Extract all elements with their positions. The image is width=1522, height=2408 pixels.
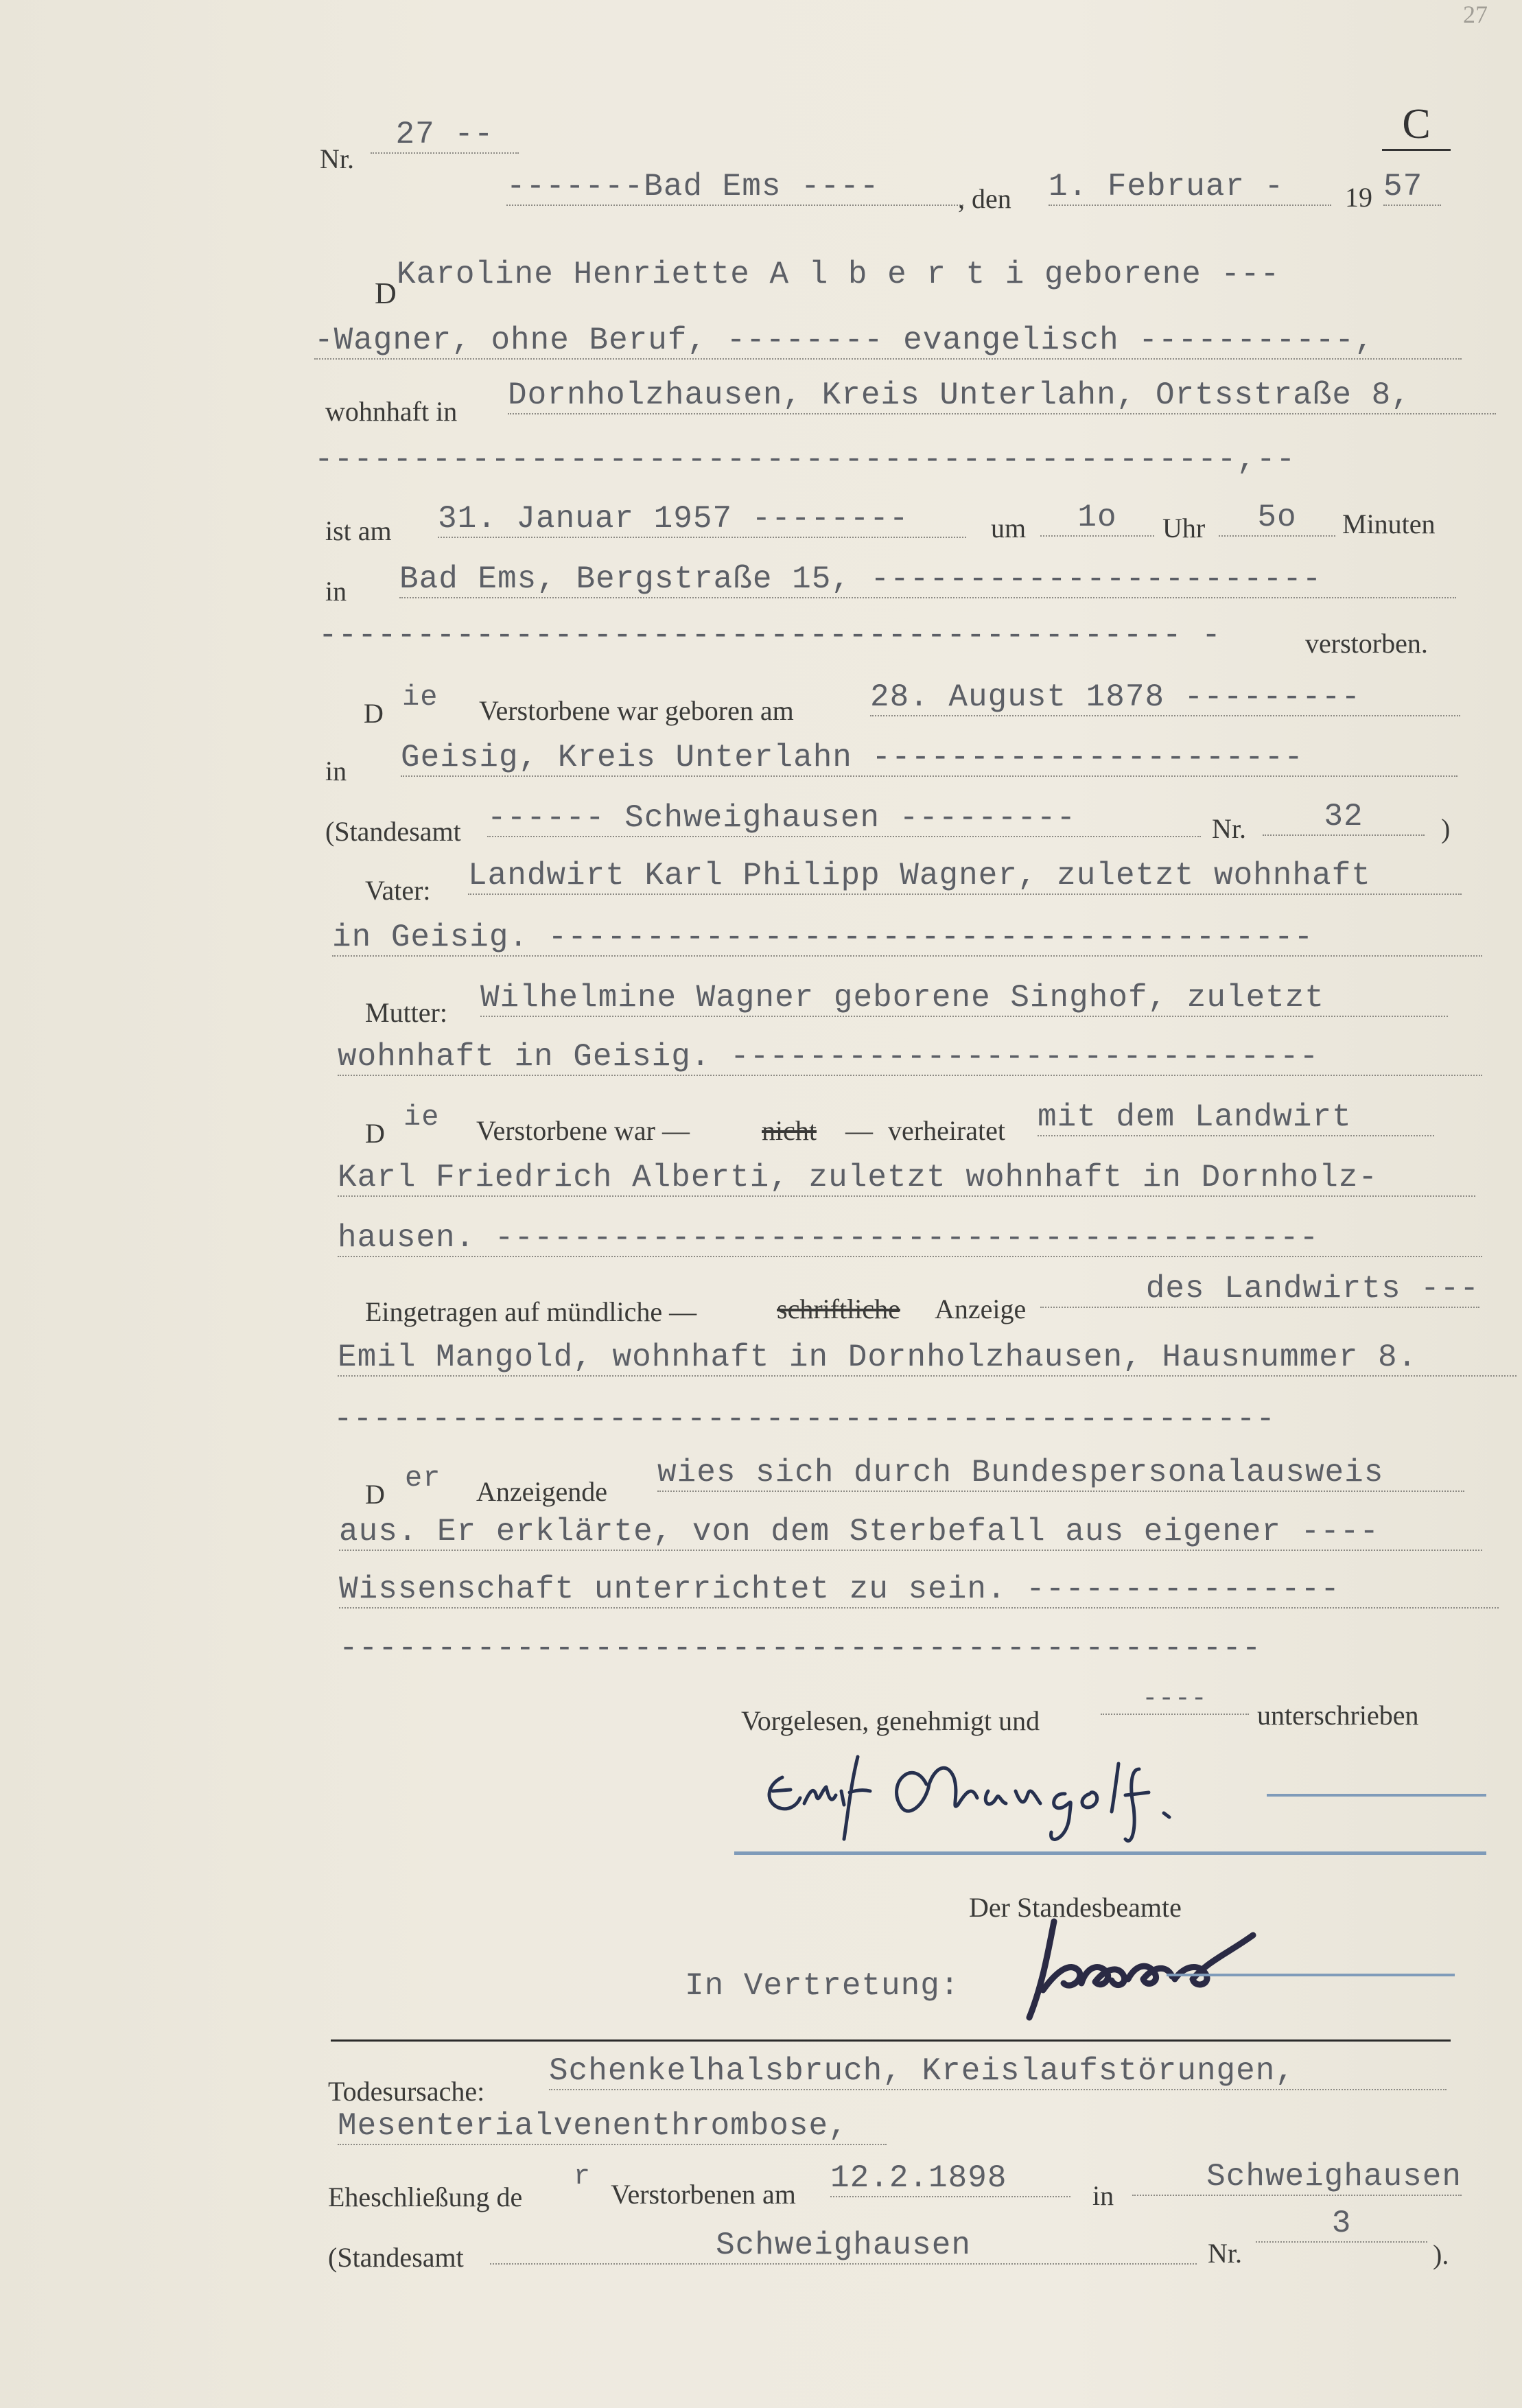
d-prefix: D xyxy=(375,277,397,310)
vorgelesen-label: Vorgelesen, genehmigt und xyxy=(741,1705,1040,1736)
person-occupation-line: -Wagner, ohne Beruf, -------- evangelisch -----------, xyxy=(314,323,1462,360)
birth-registry-office: ------ Schweighausen --------- xyxy=(487,800,1201,837)
father-line-2: in Geisig. --------------------------------------- xyxy=(332,920,1482,957)
corner-page-mark: 27 xyxy=(1463,1,1488,28)
death-dash-line: -------------------------------------------- - xyxy=(318,618,1221,653)
identification-dash-line: ----------------------------------------------- xyxy=(339,1630,1262,1666)
cause-line-2: Mesenterialvenenthrombose, xyxy=(338,2108,887,2145)
unterschrieben-label: unterschrieben xyxy=(1257,1700,1419,1731)
identification-line-2: aus. Er erklärte, von dem Sterbefall aus eigener ---- xyxy=(339,1514,1482,1551)
mother-line-2: wohnhaft in Geisig. ------------------------------ xyxy=(338,1039,1482,1076)
wedding-nr-label: Nr. xyxy=(1208,2238,1242,2269)
spouse-line-3: hausen. ------------------------------------------ xyxy=(338,1220,1482,1257)
standesamt-label: (Standesamt xyxy=(325,816,461,847)
mother-line-1: Wilhelmine Wagner geborene Singhof, zuletzt xyxy=(480,980,1448,1017)
record-number: 27 -- xyxy=(371,117,519,154)
informant-line-2: Emil Mangold, wohnhaft in Dornholzhausen, Hausnummer 8. xyxy=(338,1340,1517,1377)
official-signature xyxy=(1016,1908,1304,2024)
vorgelesen-fill: ---- xyxy=(1101,1684,1249,1715)
wedding-label-b: Verstorbenen am xyxy=(611,2179,796,2210)
residence-dash-line: -----------------------------------------------,-- xyxy=(314,442,1296,478)
ist-am-label: ist am xyxy=(325,515,392,546)
year-prefix: 19 xyxy=(1345,182,1372,213)
marital-d-prefix: D xyxy=(365,1118,385,1149)
standesbeamte-label: Der Standesbeamte xyxy=(969,1892,1182,1923)
record-date: 1. Februar - xyxy=(1049,169,1331,206)
year-suffix: 57 xyxy=(1383,169,1441,206)
place-of-record: -------Bad Ems ---- xyxy=(506,169,963,206)
death-hour: 1o xyxy=(1040,500,1154,537)
marital-label: Verstorbene war — xyxy=(476,1115,690,1146)
cause-line-1: Schenkelhalsbruch, Kreislaufstörungen, xyxy=(549,2053,1447,2090)
nicht-struck: nicht xyxy=(762,1115,817,1146)
wedding-close: ). xyxy=(1433,2239,1449,2270)
death-place: Bad Ems, Bergstraße 15, ----------------------- xyxy=(399,561,1456,598)
birth-place: Geisig, Kreis Unterlahn ---------------------- xyxy=(401,740,1457,777)
uhr-label: Uhr xyxy=(1162,513,1206,543)
informant-dash-line: ------------------------------------------------ xyxy=(333,1401,1276,1437)
schriftliche-struck: schriftliche xyxy=(777,1294,900,1324)
report-label: Eingetragen auf mündliche — xyxy=(365,1296,697,1327)
wedding-registry-office: Schweighausen xyxy=(490,2228,1197,2265)
signature-line-right xyxy=(1267,1794,1486,1797)
father-label: Vater: xyxy=(365,875,431,906)
nr-label: Nr. xyxy=(320,143,354,174)
wedding-sup: r xyxy=(574,2162,592,2193)
marital-d-suffix: ie xyxy=(403,1101,440,1134)
verstorben-label: verstorben. xyxy=(1305,628,1428,659)
birth-d-suffix: ie xyxy=(402,681,438,714)
informant-line-1: des Landwirts --- xyxy=(1040,1271,1479,1308)
wedding-label-a: Eheschließung de xyxy=(328,2182,523,2212)
wedding-date: 12.2.1898 xyxy=(830,2160,1070,2197)
person-residence: Dornholzhausen, Kreis Unterlahn, Ortsstraße 8, xyxy=(508,377,1496,414)
father-line-1: Landwirt Karl Philipp Wagner, zuletzt wohnhaft xyxy=(468,858,1462,895)
wedding-registry-number: 3 xyxy=(1256,2206,1427,2243)
um-label: um xyxy=(991,513,1027,543)
spouse-line-2: Karl Friedrich Alberti, zuletzt wohnhaft in Dornholz- xyxy=(338,1160,1475,1197)
person-name-line: Karoline Henriette A l b e r t i geborene --- xyxy=(397,257,1280,292)
den-label: , den xyxy=(958,183,1011,214)
death-minute: 5o xyxy=(1219,500,1335,537)
wedding-standesamt-label: (Standesamt xyxy=(328,2242,464,2273)
marital-dash: — xyxy=(845,1115,873,1146)
birth-registry-number: 32 xyxy=(1263,799,1425,836)
birth-d-prefix: D xyxy=(364,698,384,729)
birth-close: ) xyxy=(1441,813,1451,844)
identification-line-1: wies sich durch Bundespersonalausweis xyxy=(657,1455,1464,1492)
register-letter: C xyxy=(1382,100,1451,151)
section-divider xyxy=(331,2039,1451,2042)
birth-nr-label: Nr. xyxy=(1212,813,1246,844)
informant-d-suffix: er xyxy=(405,1462,441,1495)
informant-d-prefix: D xyxy=(365,1479,385,1510)
born-label: Verstorbene war geboren am xyxy=(479,695,794,726)
cause-label: Todesursache: xyxy=(328,2076,485,2107)
verheiratet-label: verheiratet xyxy=(888,1115,1005,1146)
spouse-line-1: mit dem Landwirt xyxy=(1038,1099,1434,1136)
vertretung-label: In Vertretung: xyxy=(685,1968,960,2004)
wohnhaft-label: wohnhaft in xyxy=(325,396,458,427)
in-label: in xyxy=(325,576,347,607)
wedding-place: Schweighausen xyxy=(1132,2159,1462,2196)
mother-label: Mutter: xyxy=(365,997,447,1028)
identification-line-3: Wissenschaft unterrichtet zu sein. ---------------- xyxy=(339,1571,1499,1609)
official-signature-line xyxy=(1167,1974,1455,1976)
death-date: 31. Januar 1957 -------- xyxy=(438,501,966,538)
minuten-label: Minuten xyxy=(1342,509,1436,539)
informant-signature xyxy=(755,1736,1249,1853)
anzeige-label: Anzeige xyxy=(935,1294,1027,1324)
birth-in-label: in xyxy=(325,756,347,786)
signature-underline xyxy=(734,1851,1486,1855)
anzeigende-label: Anzeigende xyxy=(476,1476,608,1507)
birth-date: 28. August 1878 --------- xyxy=(870,679,1460,716)
wedding-in-label: in xyxy=(1092,2180,1114,2211)
